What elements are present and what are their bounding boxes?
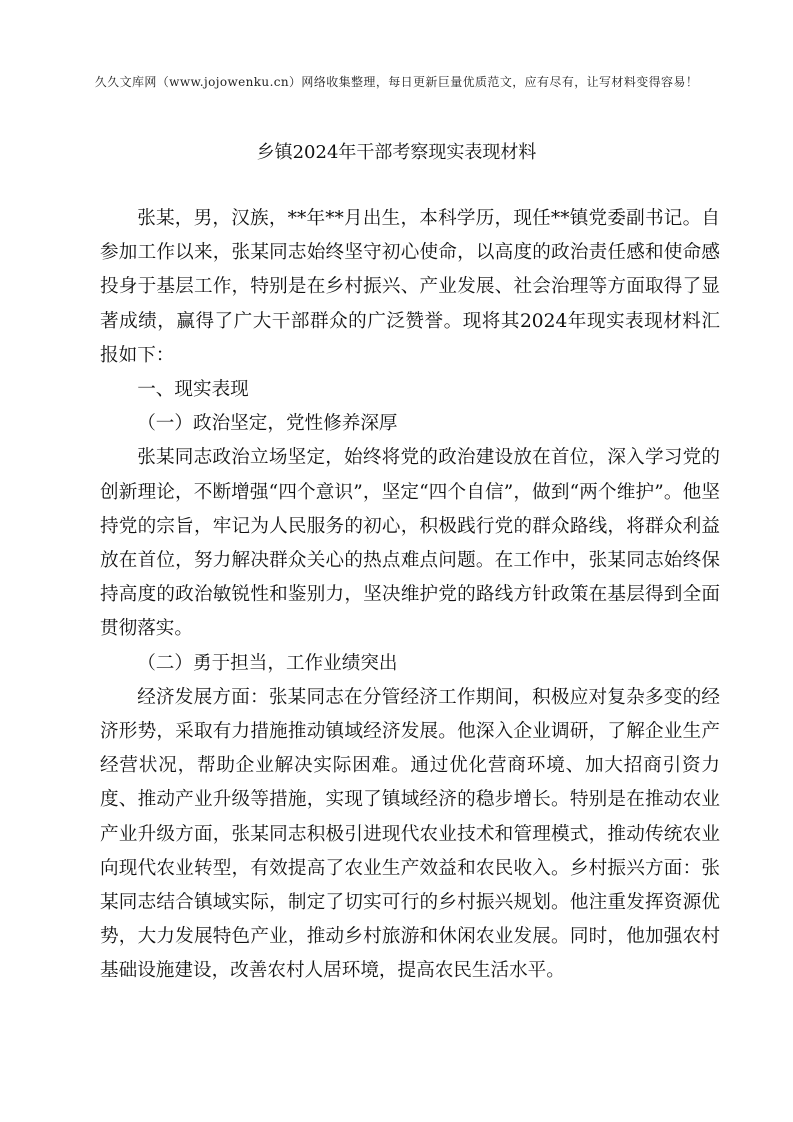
subsection-heading: （一）政治坚定，党性修养深厚 [137, 413, 398, 435]
body-paragraph: 张某同志政治立场坚定，始终将党的政治建设放在首位，深入学习党的创新理论，不断增强“四个意识”，坚定“四个自信”，做到“两个维护”。他坚持党的宗旨，牢记为人民服务的初心，积极践行党的群众路线，将群众利益放在首位，努力解决群众关心的热点难点问题。在工作中，张某同志始终保持高度的政治敏锐性和鉴别力，坚决维护党的路线方针政策在基层得到全面贯彻落实。 [100, 447, 720, 640]
document-title: 乡镇2024年干部考察现实表现材料 [256, 142, 537, 163]
header-note: 久久文库网（www.jojowenku.cn）网络收集整理，每日更新巨量优质范文，应有尽有，让写材料变得容易！ [94, 75, 699, 89]
subsection-heading: （二）勇于担当，工作业绩突出 [137, 652, 398, 674]
body-paragraph: 经济发展方面：张某同志在分管经济工作期间，积极应对复杂多变的经济形势，采取有力措施推动镇域经济发展。他深入企业调研，了解企业生产经营状况，帮助企业解决实际困难。通过优化营商环境、加大招商引资力度、推动产业升级等措施，实现了镇域经济的稳步增长。特别是在推动农业产业升级方面，张某同志积极引进现代农业技术和管理模式，推动传统农业向现代农业转型，有效提高了农业生产效益和农民收入。乡村振兴方面：张某同志结合镇域实际，制定了切实可行的乡村振兴规划。他注重发挥资源优势，大力发展特色产业，推动乡村旅游和休闲农业发展。同时，他加强农村基础设施建设，改善农村人居环境，提高农民生活水平。 [100, 686, 720, 982]
document-body [100, 202, 720, 989]
intro-paragraph: 张某，男，汉族，**年**月出生，本科学历，现任**镇党委副书记。自参加工作以来，张某同志始终坚守初心使命，以高度的政治责任感和使命感投身于基层工作，特别是在乡村振兴、产业发展、社会治理等方面取得了显著成绩，赢得了广大干部群众的广泛赞誉。现将其2024年现实表现材料汇报如下： [100, 208, 720, 366]
section-heading: 一、现实表现 [137, 379, 249, 401]
